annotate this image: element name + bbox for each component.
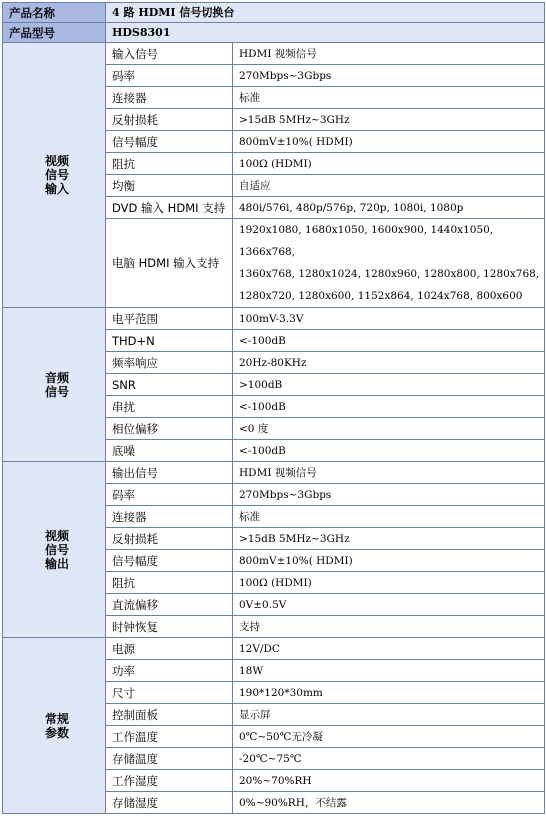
param-value: >15dB 5MHz~3GHz (233, 109, 545, 131)
param-value-line: 1280x720, 1280x600, 1152x864, 1024x768, 800x600 (239, 290, 523, 302)
param-value: 12V/DC (233, 638, 545, 660)
param-name: 工作温度 (106, 726, 233, 748)
param-name: 底噪 (106, 440, 233, 462)
param-name: 反射损耗 (106, 109, 233, 131)
param-value: 显示屏 (233, 704, 545, 726)
param-value: >100dB (233, 374, 545, 396)
param-value: <-100dB (233, 440, 545, 462)
group-label (3, 43, 106, 308)
param-value: 20%~70%RH (233, 770, 545, 792)
param-name: 控制面板 (106, 704, 233, 726)
param-value: 标准 (233, 506, 545, 528)
group-label-line: 信号 (44, 384, 69, 399)
group-label-line: 参数 (44, 725, 69, 740)
param-name: 相位偏移 (106, 418, 233, 440)
param-name: 尺寸 (106, 682, 233, 704)
param-name: 电脑 HDMI 输入支持 (106, 219, 233, 308)
spec-row (3, 308, 545, 330)
group-label-line: 输入 (44, 182, 69, 196)
param-name: SNR (106, 374, 233, 396)
param-name: 电平范围 (106, 308, 233, 330)
product-model-label: 产品型号 (3, 23, 106, 43)
param-name: 工作湿度 (106, 770, 233, 792)
param-value: 0%~90%RH，不结露 (233, 792, 545, 814)
param-name: 时钟恢复 (106, 616, 233, 638)
param-name: 阻抗 (106, 153, 233, 175)
param-value: 18W (233, 660, 545, 682)
param-value: 0℃~50℃无冷凝 (233, 726, 545, 748)
param-name: 功率 (106, 660, 233, 682)
spec-row (3, 462, 545, 484)
spec-table (2, 2, 545, 814)
group-label-line: 视频 (44, 154, 69, 168)
param-name: DVD 输入 HDMI 支持 (106, 197, 233, 219)
spec-row (3, 43, 545, 65)
group-label-line: 输出 (44, 556, 69, 571)
param-value: HDMI 视频信号 (233, 462, 545, 484)
param-value-line: 1360x768, 1280x1024, 1280x960, 1280x800, 1280x768, (239, 268, 540, 280)
param-value: 270Mbps~3Gbps (233, 65, 545, 87)
group-label (3, 308, 106, 462)
product-name-label: 产品名称 (3, 3, 106, 23)
param-value: 190*120*30mm (233, 682, 545, 704)
param-value-line: 1920x1080, 1680x1050, 1600x900, 1440x1050, 1366x768, (239, 224, 494, 258)
param-value: 自适应 (233, 175, 545, 197)
param-name: 频率响应 (106, 352, 233, 374)
product-name-value: 4 路 HDMI 信号切换台 (106, 3, 545, 23)
param-name: 输入信号 (106, 43, 233, 65)
group-label-line: 信号 (44, 542, 69, 557)
group-label-line: 音频 (44, 370, 69, 385)
param-name: 直流偏移 (106, 594, 233, 616)
param-value: 100Ω (HDMI) (233, 153, 545, 175)
group-label-line: 信号 (44, 168, 69, 182)
group-label-line: 常规 (44, 711, 69, 726)
param-value: 800mV±10%( HDMI) (233, 131, 545, 153)
param-name: 存储湿度 (106, 792, 233, 814)
param-value: 支持 (233, 616, 545, 638)
param-name: THD+N (106, 330, 233, 352)
param-value: 标准 (233, 87, 545, 109)
param-value: 800mV±10%( HDMI) (233, 550, 545, 572)
param-name: 反射损耗 (106, 528, 233, 550)
param-name: 码率 (106, 65, 233, 87)
product-model-value: HDS8301 (106, 23, 545, 43)
param-value: 0V±0.5V (233, 594, 545, 616)
spec-row (3, 638, 545, 660)
param-value: 480i/576i, 480p/576p, 720p, 1080i, 1080p (233, 197, 545, 219)
param-name: 均衡 (106, 175, 233, 197)
param-value: 100mV-3.3V (233, 308, 545, 330)
param-name: 信号幅度 (106, 550, 233, 572)
param-name: 连接器 (106, 506, 233, 528)
group-label (3, 462, 106, 638)
param-name: 存储温度 (106, 748, 233, 770)
param-value: HDMI 视频信号 (233, 43, 545, 65)
param-name: 信号幅度 (106, 131, 233, 153)
product-name-row (3, 3, 545, 23)
group-label (3, 638, 106, 814)
group-label-line: 视频 (44, 528, 69, 543)
param-value: <-100dB (233, 330, 545, 352)
param-name: 串扰 (106, 396, 233, 418)
product-model-row (3, 23, 545, 43)
param-name: 阻抗 (106, 572, 233, 594)
param-name: 电源 (106, 638, 233, 660)
param-value: <-100dB (233, 396, 545, 418)
param-value: 100Ω (HDMI) (233, 572, 545, 594)
param-value (233, 219, 545, 308)
param-value: <0 度 (233, 418, 545, 440)
param-value: 270Mbps~3Gbps (233, 484, 545, 506)
param-value: 20Hz-80KHz (233, 352, 545, 374)
param-name: 码率 (106, 484, 233, 506)
param-value: >15dB 5MHz~3GHz (233, 528, 545, 550)
param-value: -20℃~75℃ (233, 748, 545, 770)
param-name: 连接器 (106, 87, 233, 109)
param-name: 输出信号 (106, 462, 233, 484)
